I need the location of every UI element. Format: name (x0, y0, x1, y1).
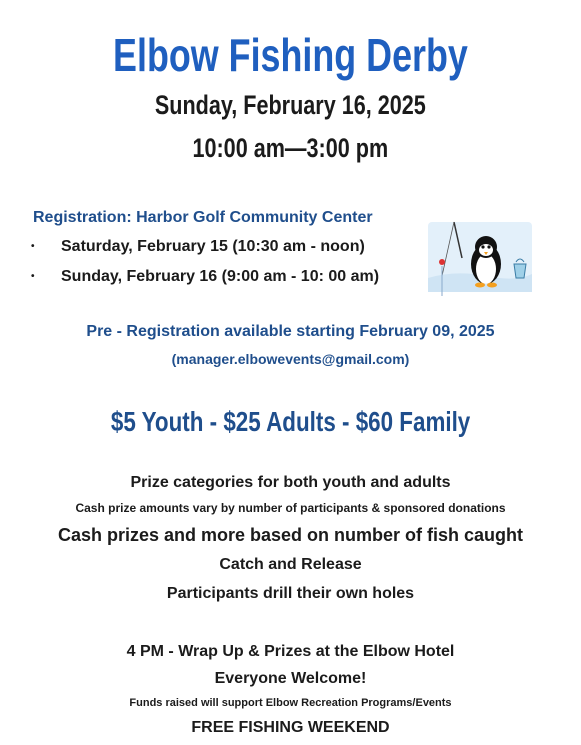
registration-heading: Registration: Harbor Golf Community Center (33, 209, 373, 226)
funds-note: Funds raised will support Elbow Recreation Programs/Events (129, 697, 452, 709)
prize-categories: Prize categories for both youth and adults (130, 474, 451, 491)
registration-session (31, 238, 365, 256)
contact-email: (manager.elbowevents@gmail.com) (171, 351, 410, 367)
everyone-welcome: Everyone Welcome! (214, 670, 367, 687)
event-date: Sunday, February 16, 2025 (155, 90, 426, 120)
event-time: 10:00 am—3:00 pm (192, 133, 389, 163)
session-text: Sunday, February 16 (9:00 am - 10: 00 am) (61, 268, 380, 285)
cash-prizes-fish: Cash prizes and more based on number of fish caught (57, 525, 524, 545)
wrap-up-info: 4 PM - Wrap Up & Prizes at the Elbow Hotel (126, 643, 455, 660)
pricing: $5 Youth - $25 Adults - $60 Family (110, 406, 471, 437)
session-text: Saturday, February 15 (10:30 am - noon) (61, 238, 365, 255)
penguin-ice-fishing-icon (426, 218, 534, 300)
drill-holes-note: Participants drill their own holes (166, 585, 415, 602)
pre-registration-notice: Pre - Registration available starting February 09, 2025 (86, 323, 495, 340)
bullet: • (31, 241, 35, 253)
event-title: Elbow Fishing Derby (113, 29, 468, 81)
registration-session (31, 268, 379, 286)
catch-and-release: Catch and Release (219, 556, 362, 573)
free-fishing-weekend: FREE FISHING WEEKEND (191, 719, 390, 736)
bullet: • (31, 271, 35, 283)
cash-prize-note: Cash prize amounts vary by number of participants & sponsored donations (75, 501, 506, 515)
